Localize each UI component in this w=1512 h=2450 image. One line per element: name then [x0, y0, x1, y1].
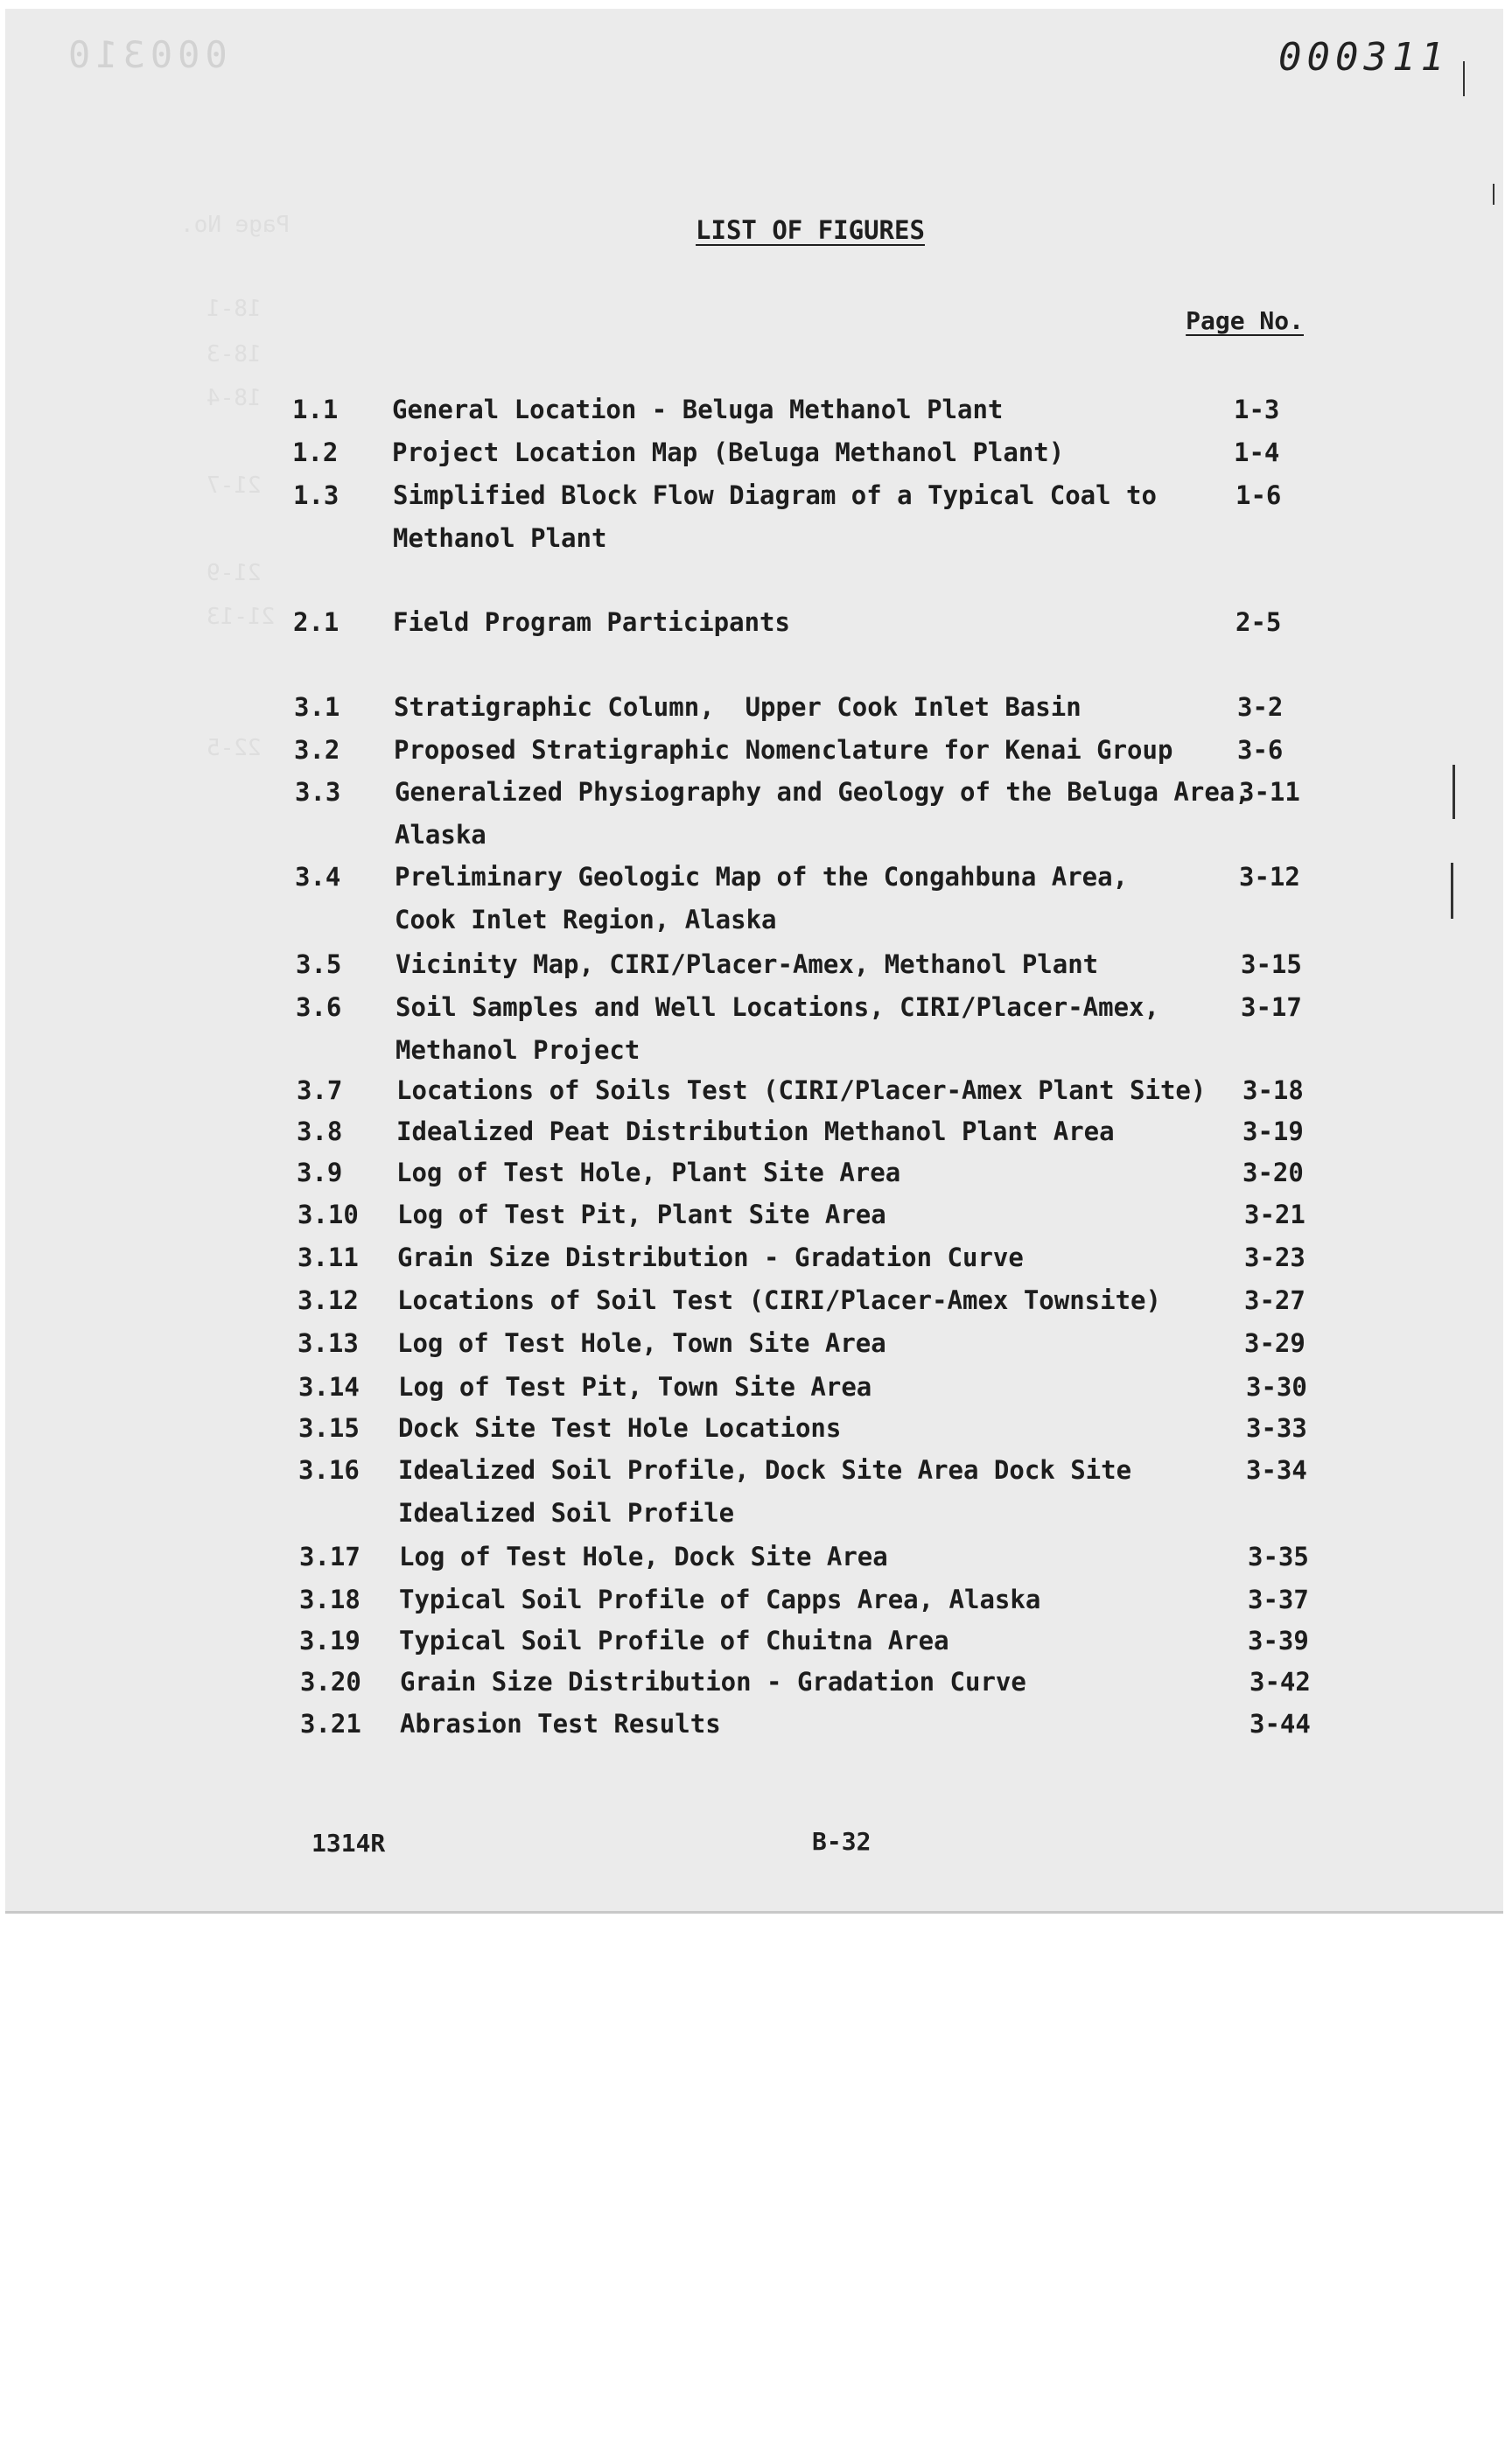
figure-caption-continuation: Methanol Project [396, 1035, 640, 1065]
figure-caption: Idealized Soil Profile, Dock Site Area Dock Site [398, 1455, 1132, 1485]
figure-number: 3.20 [300, 1667, 361, 1697]
figure-number: 3.3 [295, 777, 341, 807]
bleed-through-mark: 18-1 [206, 296, 262, 322]
figure-page-number: 3-29 [1244, 1328, 1306, 1358]
margin-scan-mark [1493, 184, 1494, 205]
figure-caption: Grain Size Distribution - Gradation Curve [400, 1667, 1026, 1697]
figure-caption: Locations of Soil Test (CIRI/Placer-Amex Townsite) [397, 1285, 1161, 1315]
figure-page-number: 3-15 [1241, 949, 1302, 979]
figure-page-number: 3-34 [1246, 1455, 1307, 1485]
figure-number: 3.18 [299, 1585, 360, 1614]
figure-page-number: 3-35 [1248, 1542, 1309, 1572]
figure-page-number: 3-12 [1239, 862, 1300, 892]
footer-page-number: B-32 [812, 1827, 872, 1856]
figure-caption: Log of Test Hole, Plant Site Area [396, 1158, 901, 1187]
margin-bracket-mark [1451, 863, 1453, 919]
figure-caption: Proposed Stratigraphic Nomenclature for Kenai Group [394, 735, 1173, 765]
figure-page-number: 3-17 [1241, 992, 1302, 1022]
figure-page-number: 3-33 [1246, 1413, 1307, 1443]
figure-number: 3.1 [294, 692, 340, 722]
figure-page-number: 3-42 [1250, 1667, 1311, 1697]
figure-page-number: 3-2 [1237, 692, 1284, 722]
figure-number: 3.2 [294, 735, 340, 765]
figure-number: 3.12 [298, 1285, 359, 1315]
figure-page-number: 1-3 [1234, 395, 1280, 424]
figure-number: 3.10 [298, 1200, 359, 1229]
figure-caption: Stratigraphic Column, Upper Cook Inlet Basin [394, 692, 1082, 722]
figure-page-number: 3-30 [1246, 1372, 1307, 1402]
figure-caption: Generalized Physiography and Geology of the Beluga Area, [395, 777, 1250, 807]
bleed-through-mark: 21-7 [206, 472, 262, 499]
figure-caption: Log of Test Hole, Dock Site Area [399, 1542, 888, 1572]
figure-number: 3.7 [297, 1075, 343, 1105]
figure-page-number: 3-21 [1244, 1200, 1306, 1229]
figure-number: 1.1 [292, 395, 339, 424]
figure-number: 3.15 [298, 1413, 360, 1443]
figure-number: 3.14 [298, 1372, 360, 1402]
figure-caption: Log of Test Hole, Town Site Area [397, 1328, 886, 1358]
figure-number: 3.13 [298, 1328, 359, 1358]
figure-caption: Log of Test Pit, Plant Site Area [397, 1200, 886, 1229]
bleed-through-mark: 18-3 [206, 341, 262, 368]
document-stamp-number: 000311 [1278, 35, 1449, 80]
figure-page-number: 3-37 [1248, 1585, 1309, 1614]
margin-bracket-mark [1452, 765, 1455, 819]
figure-caption-continuation: Alaska [395, 820, 486, 850]
figure-page-number: 3-11 [1239, 777, 1300, 807]
figure-page-number: 3-23 [1244, 1242, 1306, 1272]
figure-number: 1.3 [293, 480, 340, 510]
figure-number: 3.11 [298, 1242, 359, 1272]
figure-caption: Idealized Peat Distribution Methanol Plant Area [396, 1116, 1115, 1146]
figure-number: 1.2 [292, 438, 339, 467]
figure-caption-continuation: Idealized Soil Profile [398, 1498, 735, 1528]
figure-number: 3.21 [300, 1709, 361, 1739]
figure-caption: Project Location Map (Beluga Methanol Plant) [392, 438, 1065, 467]
figure-number: 3.8 [297, 1116, 343, 1146]
figure-page-number: 1-6 [1236, 480, 1282, 510]
figure-number: 3.17 [299, 1542, 360, 1572]
figure-number: 3.9 [297, 1158, 343, 1187]
figure-caption: Typical Soil Profile of Capps Area, Alaska [399, 1585, 1041, 1614]
bleed-through-number: 000310 [63, 33, 228, 76]
bleed-through-mark: 21-9 [206, 560, 262, 586]
figure-number: 2.1 [293, 607, 340, 637]
figure-number: 3.6 [296, 992, 342, 1022]
bleed-through-mark: 21-13 [206, 604, 276, 630]
figure-caption-continuation: Methanol Plant [393, 523, 607, 553]
figure-page-number: 3-19 [1242, 1116, 1304, 1146]
figure-page-number: 3-44 [1250, 1709, 1311, 1739]
figure-caption: Preliminary Geologic Map of the Congahbuna Area, [395, 862, 1129, 892]
figure-number: 3.19 [299, 1626, 360, 1656]
figure-caption-continuation: Cook Inlet Region, Alaska [395, 905, 777, 934]
figure-number: 3.4 [295, 862, 341, 892]
page-title: LIST OF FIGURES [696, 215, 925, 245]
footer-document-code: 1314R [312, 1829, 386, 1858]
figure-caption: Vicinity Map, CIRI/Placer-Amex, Methanol Plant [396, 949, 1099, 979]
figure-caption: Soil Samples and Well Locations, CIRI/Placer-Amex, [396, 992, 1159, 1022]
figure-page-number: 3-18 [1242, 1075, 1304, 1105]
figure-caption: Typical Soil Profile of Chuitna Area [399, 1626, 949, 1656]
figure-caption: Locations of Soils Test (CIRI/Placer-Amex Plant Site) [396, 1075, 1207, 1105]
bleed-through-mark: 18-4 [206, 385, 262, 411]
figure-caption: Grain Size Distribution - Gradation Curve [397, 1242, 1024, 1272]
figure-page-number: 1-4 [1234, 438, 1280, 467]
figure-caption: Dock Site Test Hole Locations [398, 1413, 842, 1443]
figure-caption: Abrasion Test Results [400, 1709, 721, 1739]
figure-caption: General Location - Beluga Methanol Plant [392, 395, 1004, 424]
figure-number: 3.5 [296, 949, 342, 979]
figure-page-number: 2-5 [1236, 607, 1282, 637]
margin-scan-mark [1463, 61, 1465, 96]
figure-page-number: 3-27 [1244, 1285, 1306, 1315]
figure-page-number: 3-6 [1237, 735, 1284, 765]
figure-page-number: 3-20 [1242, 1158, 1304, 1187]
scanned-page [5, 9, 1503, 1914]
bleed-through-mark: 22-5 [206, 735, 262, 761]
figure-caption: Field Program Participants [393, 607, 790, 637]
figure-number: 3.16 [298, 1455, 360, 1485]
figure-caption: Simplified Block Flow Diagram of a Typical Coal to [393, 480, 1157, 510]
page-number-column-header: Page No. [1186, 306, 1304, 335]
figure-page-number: 3-39 [1248, 1626, 1309, 1656]
figure-caption: Log of Test Pit, Town Site Area [398, 1372, 872, 1402]
bleed-through-mark: Page No. [180, 212, 290, 238]
